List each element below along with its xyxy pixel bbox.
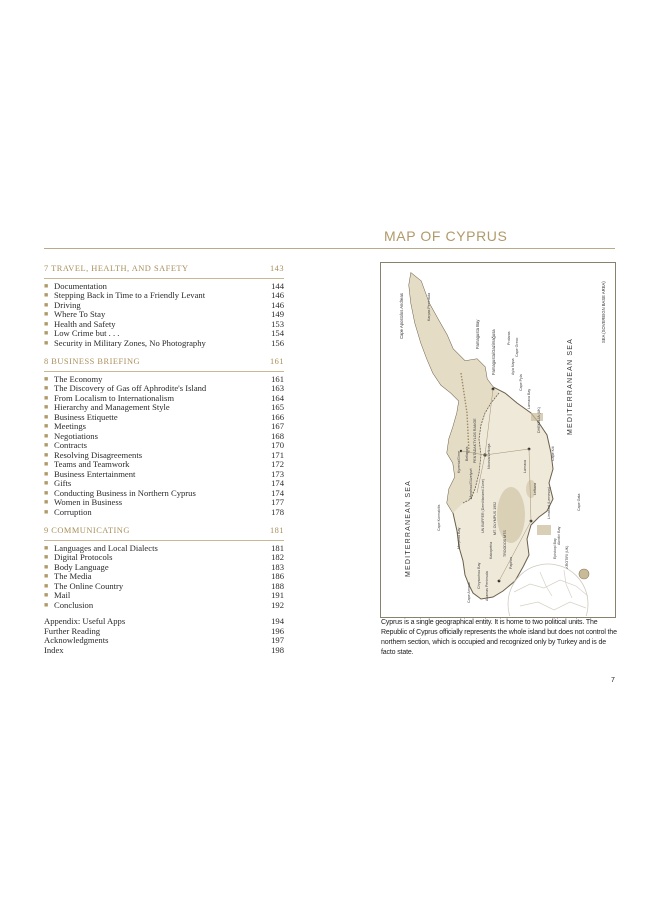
toc-entry-label: Low Crime but . . . <box>54 328 120 338</box>
label-cape-greco: Cape Greco <box>515 337 519 357</box>
toc-entry-label: The Online Country <box>54 580 124 591</box>
bullet-icon: ■ <box>44 319 49 328</box>
label-paphos: Paphos <box>509 556 513 569</box>
bullet-icon: ■ <box>44 543 49 552</box>
toc-entry-page: 191 <box>271 590 284 600</box>
bullet-icon: ■ <box>44 422 49 430</box>
toc-section-9 <box>44 526 284 610</box>
toc-entry-label: Mail <box>54 590 71 600</box>
toc-entry-label: Resolving Disagreements <box>54 449 143 460</box>
label-cape-apostolos: Cape Apostolos Andreas <box>399 293 404 339</box>
toc-entry-page: 173 <box>271 468 284 479</box>
label-akrotiri-bay: Akrotiri Bay <box>557 526 561 545</box>
toc-section-title: 7 TRAVEL, HEALTH, AND SAFETY <box>44 264 189 273</box>
toc-section-title: 9 COMMUNICATING <box>44 526 130 535</box>
bullet-icon: ■ <box>44 281 49 290</box>
toc-entry-label: Business Entertainment <box>54 468 136 479</box>
label-lefkara: Lefkara <box>533 483 537 495</box>
bullet-icon: ■ <box>44 562 49 571</box>
toc-entry-page: 177 <box>271 497 284 507</box>
toc-entry-page: 183 <box>271 561 284 572</box>
bullet-icon: ■ <box>44 498 49 506</box>
toc-section-rule <box>44 278 284 279</box>
bullet-icon: ■ <box>44 338 49 347</box>
bullet-icon: ■ <box>44 384 49 392</box>
toc-entry-label: Body Language <box>54 561 109 572</box>
akrotiri-base <box>537 525 551 535</box>
toc-section-8 <box>44 357 284 517</box>
toc-entry-page: 154 <box>271 328 284 338</box>
label-pentadaktylos: PENTADAKTYLOS RANGE <box>473 418 477 463</box>
toc-section-page: 161 <box>269 357 284 366</box>
label-karpas: Karpas Peninsula <box>427 292 431 321</box>
toc-entry-page: 186 <box>271 571 284 581</box>
toc-entry-page: 156 <box>271 337 284 348</box>
bullet-icon: ■ <box>44 591 49 599</box>
label-cape-gata: Cape Gata <box>577 493 581 511</box>
sea-label-east: MEDITERRANEAN SEA <box>567 337 574 435</box>
bullet-icon: ■ <box>44 479 49 487</box>
toc-entry-page: 182 <box>271 552 284 562</box>
toc-entry-label: Further Reading <box>44 625 101 636</box>
toc-entry-label: Driving <box>54 299 81 310</box>
label-kakopetria: Kakopetria <box>489 541 493 559</box>
label-akamas: Akamas Peninsula <box>485 571 489 601</box>
page-number: 7 <box>611 677 615 684</box>
bullet-icon: ■ <box>44 600 49 609</box>
toc-section-heading[interactable] <box>44 264 284 274</box>
toc-entry[interactable] <box>44 582 284 592</box>
toc-entry-label: Acknowledgments <box>44 635 109 645</box>
toc-entry-label: Stepping Back in Time to a Friendly Levant <box>54 290 206 300</box>
toc-entry-page: 161 <box>271 373 284 384</box>
toc-entry-label: The Economy <box>54 373 103 384</box>
troodos-highlands <box>497 487 525 543</box>
toc-entry-page: 196 <box>271 625 284 636</box>
sea-label-west: MEDITERRANEAN SEA <box>405 479 412 577</box>
toc-entry-page: 165 <box>271 402 284 412</box>
label-ayia-napa: Ayia Napa <box>511 358 515 375</box>
toc-entry-label: Teams and Teamwork <box>54 459 130 469</box>
toc-entry-page: 153 <box>271 318 284 329</box>
toc-entry-label: The Media <box>54 571 92 581</box>
label-dhekelia: DHEKELIA (UK) <box>537 407 541 433</box>
toc-entry-label: Security in Military Zones, No Photography <box>54 337 206 348</box>
label-cape-pyla: Cape Pyla <box>519 374 523 391</box>
label-troodos-mts: TROODOS MTS <box>503 530 507 557</box>
label-cape-kormakitis: Cape Kormakitis <box>437 504 441 531</box>
toc-entry-page: 163 <box>271 383 284 393</box>
map-heading: MAP OF CYPRUS <box>384 228 508 244</box>
bullet-icon: ■ <box>44 403 49 411</box>
label-un-buffer: UN BUFFER (Demilitarized Zone) <box>481 479 485 533</box>
bullet-icon: ■ <box>44 441 49 449</box>
toc-entry-page: 174 <box>271 478 284 488</box>
bullet-icon: ■ <box>44 374 49 383</box>
toc-entry-page: 197 <box>271 635 284 645</box>
toc-entry-page: 164 <box>271 392 284 403</box>
bullet-icon: ■ <box>44 553 49 561</box>
toc-section-title: 8 BUSINESS BRIEFING <box>44 357 141 366</box>
toc-section-rule <box>44 371 284 372</box>
toc-section-rule <box>44 540 284 541</box>
toc-entry-page: 167 <box>271 421 284 431</box>
toc-entry-label: Meetings <box>54 421 86 431</box>
toc-entry-label: The Discovery of Gas off Aphrodite's Island <box>54 383 207 393</box>
bullet-icon: ■ <box>44 291 49 299</box>
toc-section-heading[interactable] <box>44 526 284 536</box>
toc-entry-page: 174 <box>271 487 284 498</box>
label-akrotiri: AKROTIRI (UK) <box>565 545 569 571</box>
toc-entry-label: Health and Safety <box>54 318 116 329</box>
toc-entry-label: Where To Stay <box>54 309 106 319</box>
label-morphou: Morphou/Güzelyurt <box>469 468 473 499</box>
toc-entry[interactable] <box>44 601 284 611</box>
toc-entry-label: Business Etiquette <box>54 411 118 422</box>
label-nicosia: Nicosia/Lefkoşa <box>487 443 491 469</box>
toc-section-page: 143 <box>269 264 284 273</box>
map-caption: Cyprus is a single geographical entity. It is home to two political units. The Republic of Cyprus officially represents the whole island but does not control the northern section, which is occupied and recognized only by Turkey and is de facto state. <box>381 619 617 656</box>
label-chrysochou: Chrysochou Bay <box>477 562 481 589</box>
bullet-icon: ■ <box>44 572 49 580</box>
toc-entry-page: 192 <box>271 599 284 610</box>
bullet-icon: ■ <box>44 469 49 478</box>
label-limassol: Limassol (Lemesos) <box>547 486 551 519</box>
toc-appendix-entry[interactable] <box>44 646 284 656</box>
toc-entry-label: Women in Business <box>54 497 123 507</box>
toc-section-heading[interactable] <box>44 357 284 367</box>
toc-entry-page: 144 <box>271 280 284 291</box>
bullet-icon: ■ <box>44 507 49 516</box>
toc-entry-label: Hierarchy and Management Style <box>54 402 170 412</box>
toc-entry-label: Digital Protocols <box>54 552 113 562</box>
toc-entry-page: 166 <box>271 411 284 422</box>
toc-entry-page: 146 <box>271 290 284 300</box>
label-bellapais: Bellapais <box>465 446 469 461</box>
toc-entry-page: 168 <box>271 430 284 441</box>
toc-entry-label: Conducting Business in Northern Cyprus <box>54 487 196 498</box>
toc-entry-page: 149 <box>271 309 284 319</box>
bullet-icon: ■ <box>44 393 49 402</box>
toc-entry-page: 178 <box>271 506 284 517</box>
toc-entry-page: 171 <box>271 449 284 460</box>
label-famagusta: Famagusta/Gazimağusa <box>491 329 496 375</box>
toc-entry-label: Languages and Local Dialects <box>54 542 158 553</box>
toc-section-7 <box>44 264 284 348</box>
toc-entry-label: Index <box>44 644 64 655</box>
toc-entry-label: Conclusion <box>54 599 94 610</box>
bullet-icon: ■ <box>44 488 49 497</box>
toc-appendix-entry[interactable] <box>44 636 284 646</box>
toc-entry-page: 172 <box>271 459 284 469</box>
toc-section-page: 181 <box>269 526 284 535</box>
cyprus-locator-dot <box>579 569 589 579</box>
bullet-icon: ■ <box>44 581 49 590</box>
locator-inset-map <box>500 562 614 616</box>
toc-entry-page: 198 <box>271 644 284 655</box>
bullet-icon: ■ <box>44 412 49 421</box>
toc-entry[interactable] <box>44 508 284 518</box>
toc-entry-label: Negotiations <box>54 430 98 441</box>
label-episkopi: Episkopi Bay <box>553 538 557 559</box>
toc-entry-page: 146 <box>271 299 284 310</box>
label-morphou-bay: Morphou Bay <box>457 527 461 549</box>
heading-rule <box>44 248 615 249</box>
table-of-contents <box>44 264 284 655</box>
label-famagusta-bay: Famagusta Bay <box>475 319 480 349</box>
toc-entry-page: 188 <box>271 580 284 591</box>
toc-entry-page: 181 <box>271 542 284 553</box>
toc-entry-label: From Localism to Internationalism <box>54 392 175 403</box>
label-protaras: Protaras <box>507 331 511 345</box>
toc-entry-label: Appendix: Useful Apps <box>44 616 126 626</box>
sovereign-label: SEA (SOVEREIGN BASE AREA) <box>601 281 606 343</box>
label-kyrenia: Kyrenia/Girne <box>457 451 461 473</box>
toc-entry-label: Corruption <box>54 506 92 517</box>
label-troodos-peak: MT. OLYMPUS 1952 <box>493 501 497 535</box>
label-cape-arnauti: Cape Arnauti <box>467 582 471 603</box>
toc-entry-label: Documentation <box>54 280 107 291</box>
label-larnaca: Larnaca <box>523 460 527 473</box>
bullet-icon: ■ <box>44 329 49 337</box>
toc-entry[interactable] <box>44 470 284 480</box>
toc-entry-page: 170 <box>271 440 284 450</box>
bullet-icon: ■ <box>44 300 49 309</box>
toc-entry-label: Gifts <box>54 478 72 488</box>
label-larnaca-bay: Larnaca Bay <box>527 388 531 409</box>
bullet-icon: ■ <box>44 431 49 440</box>
toc-entry-label: Contracts <box>54 440 87 450</box>
toc-entry-page: 194 <box>271 616 284 626</box>
toc-entry[interactable] <box>44 339 284 349</box>
bullet-icon: ■ <box>44 460 49 468</box>
bullet-icon: ■ <box>44 450 49 459</box>
bullet-icon: ■ <box>44 310 49 318</box>
label-cape-kiti: Cape Kiti <box>551 446 555 461</box>
